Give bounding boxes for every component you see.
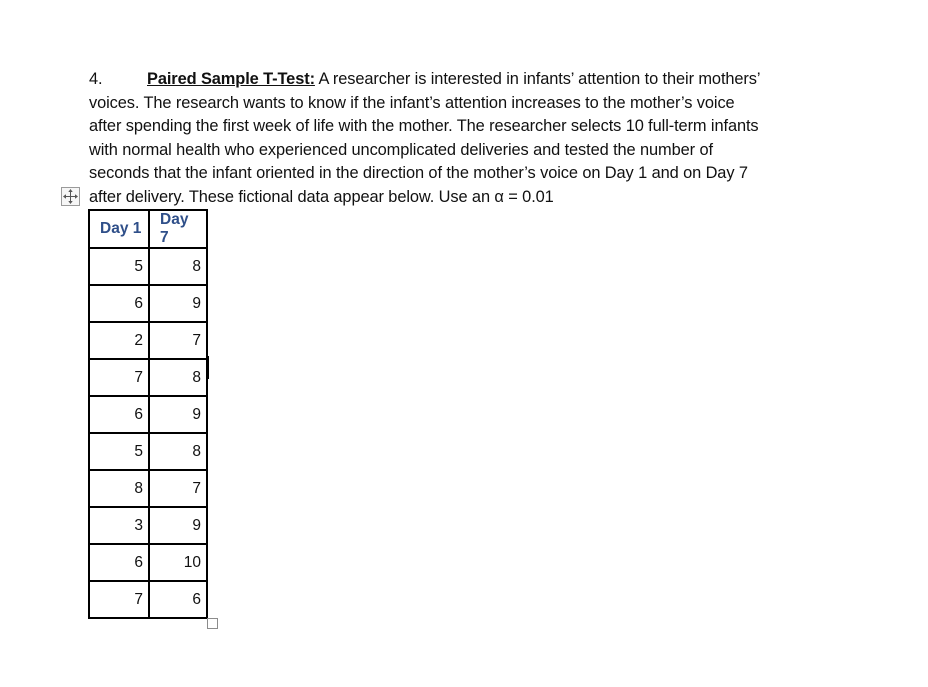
day-1-cell: 6 [89, 285, 149, 322]
day-7-cell: 8 [149, 248, 207, 285]
problem-line-2: voices. The research wants to know if the infant’s attention increases to the mother’s voice [89, 93, 735, 112]
table-row [89, 322, 207, 359]
day-7-cell: 10 [149, 544, 207, 581]
header-day-7: Day 7 [149, 210, 207, 248]
data-table [88, 209, 208, 619]
table-row [89, 470, 207, 507]
table-row [89, 507, 207, 544]
table-row [89, 248, 207, 285]
day-7-cell: 6 [149, 581, 207, 618]
header-day-1: Day 1 [89, 210, 149, 248]
table-header-row [89, 210, 207, 248]
problem-text [89, 68, 849, 210]
day-1-cell: 2 [89, 322, 149, 359]
day-1-cell: 5 [89, 248, 149, 285]
day-1-cell: 8 [89, 470, 149, 507]
table-row [89, 433, 207, 470]
day-1-cell: 6 [89, 544, 149, 581]
problem-line-5: seconds that the infant oriented in the direction of the mother’s voice on Day 1 and on Day 7 [89, 164, 748, 183]
day-7-cell: 8 [149, 359, 207, 396]
day-7-cell: 7 [149, 322, 207, 359]
day-7-cell: 9 [149, 285, 207, 322]
day-7-cell: 9 [149, 507, 207, 544]
day-1-cell: 5 [89, 433, 149, 470]
problem-line-6: after delivery. These fictional data appear below. Use an α = 0.01 [89, 187, 554, 206]
table-row [89, 544, 207, 581]
day-7-cell: 8 [149, 433, 207, 470]
text-cursor [208, 356, 209, 379]
day-1-cell: 3 [89, 507, 149, 544]
resize-square-icon[interactable] [207, 618, 218, 629]
problem-heading: Paired Sample T-Test: [147, 70, 315, 88]
problem-number: 4. [89, 70, 103, 88]
day-1-cell: 6 [89, 396, 149, 433]
problem-line-1 [89, 68, 849, 92]
table-row [89, 396, 207, 433]
move-arrows-icon[interactable] [61, 187, 80, 206]
problem-line-4: with normal health who experienced uncomplicated deliveries and tested the number of [89, 140, 713, 159]
table-row [89, 581, 207, 618]
day-7-cell: 7 [149, 470, 207, 507]
table-row [89, 359, 207, 396]
problem-line-3: after spending the first week of life with the mother. The researcher selects 10 full-term infants [89, 117, 759, 136]
table-row [89, 285, 207, 322]
day-1-cell: 7 [89, 581, 149, 618]
problem-line-text: A researcher is interested in infants’ attention to their mothers’ [314, 70, 761, 88]
day-7-cell: 9 [149, 396, 207, 433]
day-1-cell: 7 [89, 359, 149, 396]
